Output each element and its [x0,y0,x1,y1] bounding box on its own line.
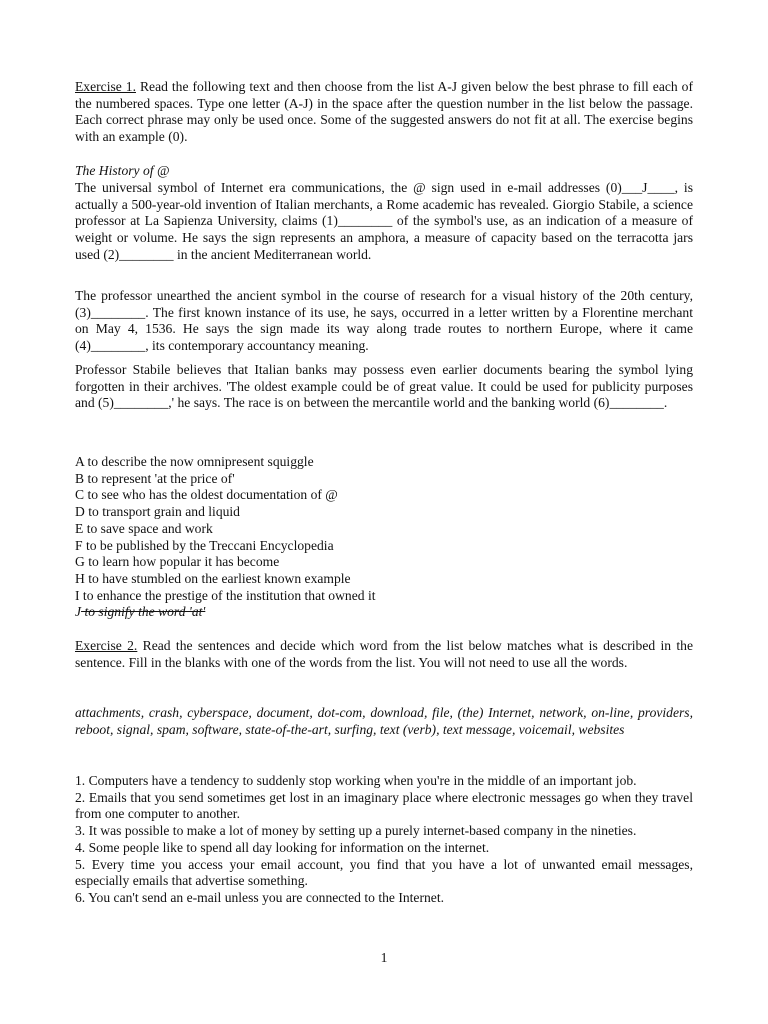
exercise1-instructions-text: Read the following text and then choose from the list A-J given below the best phrase to fill each of the numbered spaces. Type one letter (A-J) in the space after the question number in the list below the passage. Each correct phrase may only be used once. Some of the suggested answers do not fit at all. The exercise begins with an example (0). [75,79,693,145]
option-i: I to enhance the prestige of the institution that owned it [75,587,376,603]
sentence-2: 2. Emails that you send sometimes get lost in an imaginary place where electronic messages go when they travel from one computer to another. [75,789,693,822]
option-d: D to transport grain and liquid [75,504,240,520]
option-c: C to see who has the oldest documentation of @ [75,487,338,503]
sentences-list [75,773,693,907]
exercise2-label: Exercise 2. [75,638,138,653]
sentence-3: 3. It was possible to make a lot of money by setting up a purely internet-based company in the nineties. [75,823,637,839]
option-a: A to describe the now omnipresent squiggle [75,454,314,469]
word-list: attachments, crash, cyberspace, document, dot-com, download, file, (the) Internet, network, on-line, providers, reboot, signal, spam, software, state-of-the-art, surfing, text (verb), text message, voicemail, websites [75,705,693,737]
option-j-letter: J [75,604,82,620]
passage-paragraph-3: Professor Stabile believes that Italian banks may possess even earlier documents bearing the symbol lying forgotten in their archives. 'The oldest example could be of great value. It could be used for publicity purposes and (5)________,' he says. The race is on between the mercantile world and the banking world (6)________. [75,362,693,411]
sentence-1: 1. Computers have a tendency to suddenly stop working when you're in the middle of an important job. [75,773,637,788]
exercise2-instructions [75,638,693,671]
option-e: E to save space and work [75,520,213,536]
options-list [75,454,693,621]
exercise1-label: Exercise 1. [75,79,136,94]
option-j-text: to signify the word 'at' [81,604,206,620]
option-b: B to represent 'at the price of' [75,470,235,486]
sentence-5: 5. Every time you access your email account, you find that you have a lot of unwanted email messages, especially emails that advertise something. [75,856,693,889]
sentence-4: 4. Some people like to spend all day looking for information on the internet. [75,839,490,855]
exercise2-instructions-text: Read the sentences and decide which word from the list below matches what is described in the sentence. Fill in the blanks with one of the words from the list. You will not need to use all the words. [75,638,693,670]
exercise1-instructions [75,79,693,146]
passage-title: The History of @ [75,163,170,178]
sentence-6: 6. You can't send an e-mail unless you are connected to the Internet. [75,889,444,905]
page-number: 1 [380,950,388,965]
option-j-example [75,604,693,621]
passage-paragraph-1: The universal symbol of Internet era communications, the @ sign used in e-mail addresses (0)___J____, is actually a 500-year-old invention of Italian merchants, a Rome academic has revealed. Giorgio Stabile, a science professor at La Sapienza University, claims (1)________ of the symbol's use, as an indication of a measure of weight or volume. He says the sign represents an amphora, a measure of capacity based on the terracotta jars used (2)________ in the ancient Mediterranean world. [75,180,693,262]
option-h: H to have stumbled on the earliest known example [75,570,351,586]
option-g: G to learn how popular it has become [75,554,280,570]
option-f: F to be published by the Treccani Encyclopedia [75,537,334,553]
passage-paragraph-2: The professor unearthed the ancient symbol in the course of research for a visual history of the 20th century, (3)________. The first known instance of its use, he says, occurred in a letter written by a Florentine merchant on May 4, 1536. He says the sign made its way along trade routes to northern Europe, where it came (4)________, its contemporary accountancy meaning. [75,288,693,354]
